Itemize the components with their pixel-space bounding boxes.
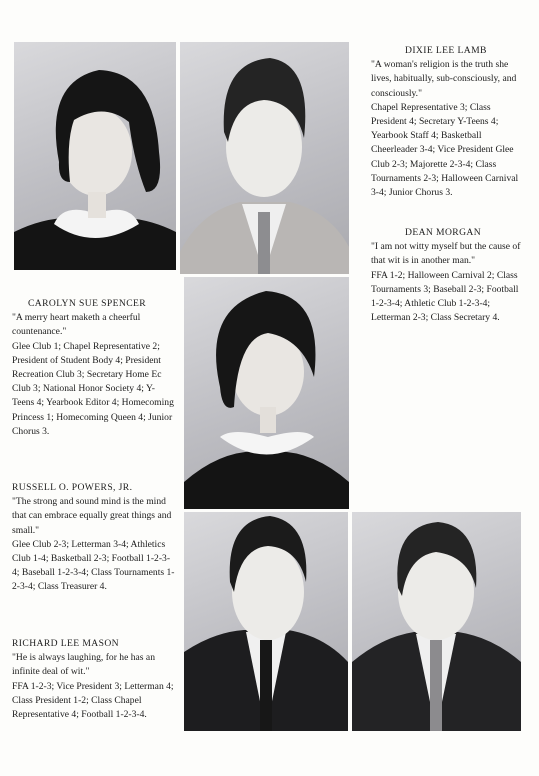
student-name: CAROLYN SUE SPENCER: [28, 298, 147, 309]
student-name: RICHARD LEE MASON: [12, 638, 120, 649]
portrait-russell-o-powers-jr: [184, 512, 348, 731]
portrait-carolyn-sue-spencer: [184, 277, 349, 509]
portrait-richard-lee-mason: [352, 512, 521, 731]
student-activities: FFA 1-2; Halloween Carnival 2; Class Tournaments 3; Baseball 2-3; Football 1-2-3-4; Athletic Club 1-2-3-4; Letterman 2-3; Class Secretary 4.: [371, 269, 519, 324]
student-name: DEAN MORGAN: [405, 227, 482, 238]
student-name: RUSSELL O. POWERS, JR.: [12, 482, 133, 493]
bio-russell-o-powers-jr: [12, 481, 176, 595]
bio-dean-morgan: [371, 226, 527, 325]
student-name: DIXIE LEE LAMB: [405, 45, 487, 56]
student-activities: FFA 1-2-3; Vice President 3; Letterman 4; Class President 1-2; Class Chapel Representative 4; Football 1-2-3-4.: [12, 680, 174, 721]
bio-dixie-lee-lamb: [371, 44, 527, 200]
student-activities: Glee Club 2-3; Letterman 3-4; Athletics Club 1-4; Basketball 2-3; Football 1-2-3-4; Baseball 1-2-3-4; Class Tournaments 1-2-3-4; Class Treasurer 4.: [12, 538, 175, 593]
bio-carolyn-sue-spencer: [12, 297, 174, 439]
portrait-dixie-lee-lamb: [14, 42, 176, 270]
student-activities: Chapel Representative 3; Class President 4; Secretary Y-Teens 4; Yearbook Staff 4; Basketball Cheerleader 3-4; Vice President Glee Club 2-3; Majorette 2-3-4; Class Tournaments 2-3; Halloween Carnival 3-4; Junior Chorus 3.: [371, 101, 519, 199]
student-quote: "The strong and sound mind is the mind that can embrace equally great things and small.": [12, 496, 172, 536]
bio-richard-lee-mason: [12, 637, 176, 722]
student-quote: "I am not witty myself but the cause of that wit is in another man.": [371, 241, 521, 267]
student-quote: "A merry heart maketh a cheerful countenance.": [12, 312, 141, 338]
student-quote: "A woman's religion is the truth she lives, habitually, sub-consciously, and consciously.": [371, 59, 517, 99]
student-activities: Glee Club 1; Chapel Representative 2; President of Student Body 4; President Recreation Club 3; Secretary Home Ec Club 3; National Honor Society 4; Y-Teens 4; Yearbook Editor 4; Homecoming Princess 1; Homecoming Queen 4; Junior Chorus 3.: [12, 340, 174, 437]
portrait-dean-morgan: [180, 42, 349, 274]
student-quote: "He is always laughing, for he has an infinite deal of wit.": [12, 652, 155, 678]
